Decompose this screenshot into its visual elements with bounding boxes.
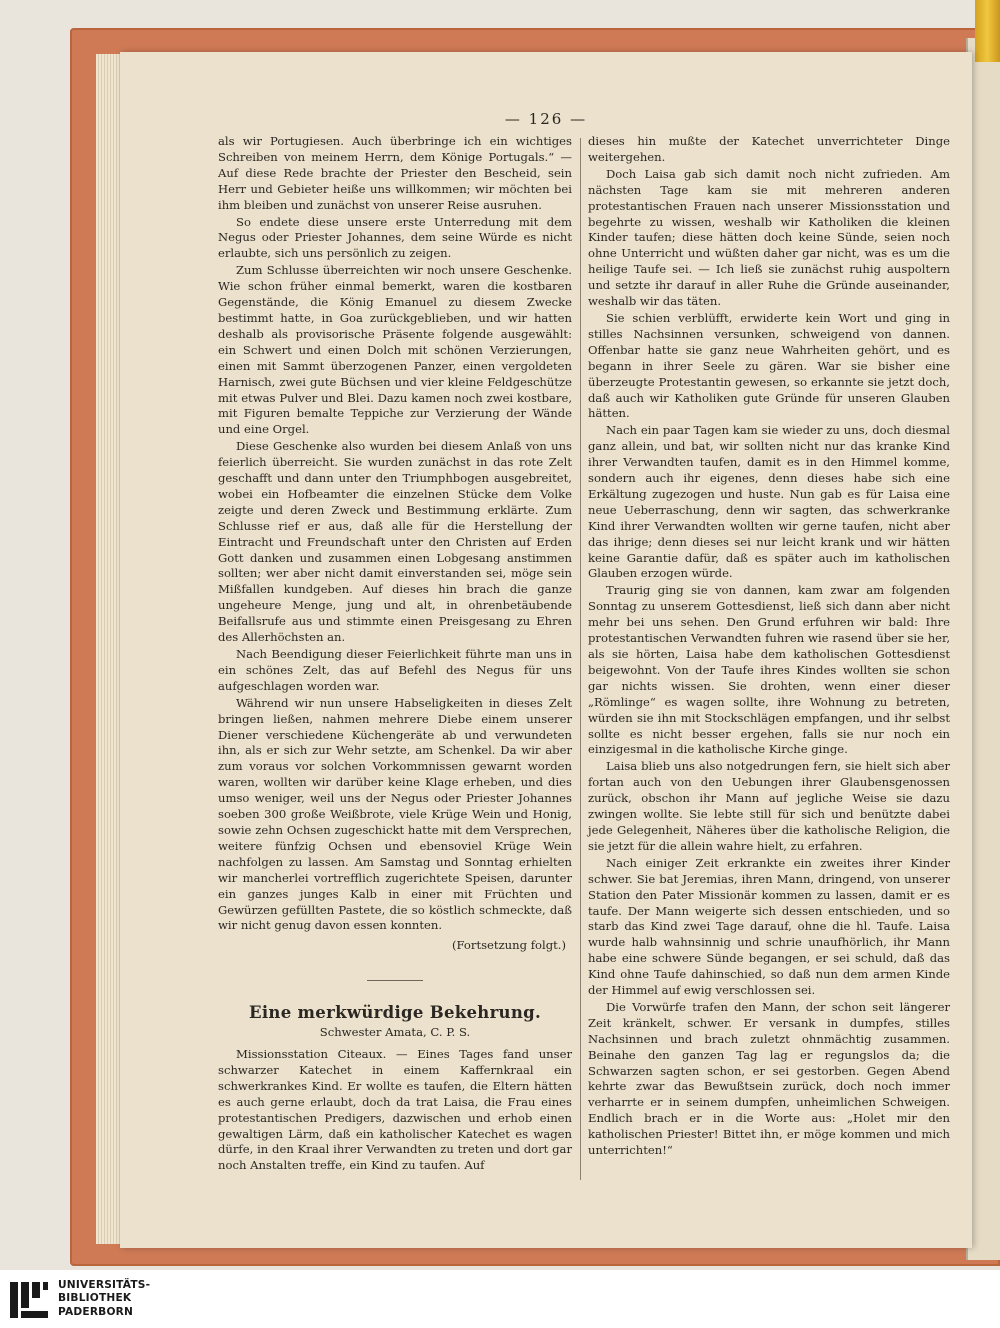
bookmark-ribbon [975, 0, 1000, 62]
logo-line: UNIVERSITÄTS- [58, 1279, 151, 1291]
article-author: Schwester Amata, C. P. S. [319, 1025, 471, 1040]
right-column [588, 134, 950, 1160]
left-paragraph: Nach Beendigung dieser Feierlichkeit führte man uns in ein schönes Zelt, das auf Befehl des Negus für uns aufgeschlagen worden war. [218, 647, 572, 693]
library-logo-text [58, 1279, 150, 1319]
article-title: Eine merkwürdige Bekehrung. [248, 1003, 542, 1023]
column-rule [580, 138, 581, 1180]
right-paragraph: dieses hin mußte der Katechet unverrichteter Dinge weitergehen. [588, 134, 950, 164]
right-paragraph: Laisa blieb uns also notgedrungen fern, sie hielt sich aber fortan auch von den Uebungen ihrer Glaubensgenossen zurück, obschon ihr Mann auf jegliche Weise sie dazu zwingen wollte. Sie lebte still für sich und benützte dabei jede Gelegenheit, Näheres über die katholische Religion, die sie jetzt für die allein wahre hielt, zu erfahren. [588, 759, 950, 853]
section-divider [367, 980, 423, 981]
page-number: — 126 — [504, 110, 588, 128]
library-logo [6, 1278, 196, 1322]
left-paragraph: Während wir nun unsere Habseligkeiten in dieses Zelt bringen ließen, nahmen mehrere Diebe einem unserer Diener verschiedene Küchengeräte ab und verwundeten ihn, als er sich zur Wehr setzte, am Schenkel. Da wir aber zum voraus vor solchen Vorkommnissen gewarnt worden waren, wollten wir darüber keine Klage erheben, und dies umso weniger, weil uns der Negus oder Priester Johannes soeben 300 große Weißbrote, viele Krüge Wein und Honig, sowie zehn Ochsen zugeschickt hatte mit dem Versprechen, weitere fünfzig Ochsen und ebensoviel Krüge Wein nachfolgen zu lassen. Am Samstag und Sonntag erhielten wir mancherlei vortrefflich zugerichtete Speisen, darunter ein ganzes junges Kalb in einer mit Früchten und Gewürzen gefüllten Pastete, die so köstlich schmeckte, daß wir nicht genug davon essen konnten. [218, 695, 572, 933]
logo-line: PADERBORN [58, 1305, 134, 1318]
right-paragraph: Doch Laisa gab sich damit noch nicht zufrieden. Am nächsten Tage kam sie mit mehreren anderen protestantischen Frauen nach unserer Missionsstation und begehrte zu wissen, weshalb wir Katholiken die kleinen Kinder taufen; diese hätten doch keine Sünde, seien noch ohne Unterricht und wüßten daher gar nicht, was es um die heilige Taufe sei. — Ich ließ sie zunächst ruhig auspoltern und setzte ihr darauf in aller Ruhe die Gründe auseinander, weshalb wir das täten. [588, 166, 950, 309]
book-page [120, 52, 972, 1248]
left-paragraph: Diese Geschenke also wurden bei diesem Anlaß von uns feierlich überreicht. Sie wurden zunächst in das rote Zelt geschafft und dann unter den Triumphbogen ausgebreitet, wobei ein Hofbeamter die einzelnen Stücke dem Volke zeigte und deren Zweck und Bestimmung erklärte. Zum Schlusse rief er aus, daß alle für die Herstellung der Eintracht und Freundschaft unter den Christen auf Erden Gott danken und zusammen einen Lobgesang anstimmen sollten; wer aber nicht damit einverstanden sei, möge sein Mißfallen kundgeben. Auf dieses hin brach die ganze ungeheure Menge, jung und alt, in ohrenbetäubende Beifallsrufe aus und stimmte einen Preisgesang zu Ehren des Allerhöchsten an. [218, 439, 572, 645]
article-paragraph: Missionsstation Citeaux. — Eines Tages fand unser schwarzer Katechet in einem Kaffernkraal ein schwerkrankes Kind. Er wollte es taufen, die Eltern hätten es auch gerne erlaubt, doch da trat Laisa, die Frau eines protestantischen Predigers, dazwischen und erhob einen gewaltigen Lärm, daß ein katholischer Katechet es wagen dürfe, in den Kraal ihrer Verwandten zu treten und dort gar noch Anstalten treffe, ein Kind zu taufen. Auf [218, 1047, 572, 1173]
logo-line: BIBLIOTHEK [58, 1292, 132, 1305]
right-paragraph: Nach ein paar Tagen kam sie wieder zu uns, doch diesmal ganz allein, und bat, wir sollten nicht nur das kranke Kind ihrer Verwandten taufen, damit es in den Himmel komme, sondern auch ihr eigenes, denn dieses habe sich eine Erkältung zugezogen und huste. Nun gab es für Laisa eine neue Ueberraschung, denn wir sagten, das schwerkranke Kind ihrer Verwandten wollten wir gerne taufen, nicht aber das ihrige; denn dieses sei nur leicht krank und wir hätten keine Garantie dafür, daß es später auch im katholischen Glauben erzogen würde. [588, 423, 950, 581]
library-logo-icon [6, 1278, 50, 1322]
left-column [218, 134, 572, 1175]
left-paragraph: als wir Portugiesen. Auch überbringe ich ein wichtiges Schreiben von meinem Herrn, dem Könige Portugals.“ — Auf diese Rede brachte der Priester den Bescheid, sein Herr und Gebieter heiße uns willkommen; wir möchten bei ihm bleiben und zunächst von unserer Reise ausruhen. [218, 134, 572, 212]
left-paragraph: Zum Schlusse überreichten wir noch unsere Geschenke. Wie schon früher einmal bemerkt, waren die kostbaren Gegenstände, die König Emanuel zu diesem Zwecke bestimmt hatte, in Goa zurückgeblieben, und wir hatten deshalb als provisorische Präsente folgende ausgewählt: ein Schwert und einen Dolch mit schönen Verzierungen, einen mit Sammt überzogenen Panzer, einen vergoldeten Harnisch, zwei gute Büchsen und vier kleine Feldgeschütze mit etwas Pulver und Blei. Dazu kamen noch zwei kostbare, mit Figuren bemalte Teppiche zur Verzierung der Wände und eine Orgel. [218, 263, 572, 437]
right-paragraph: Nach einiger Zeit erkrankte ein zweites ihrer Kinder schwer. Sie bat Jeremias, ihren Mann, dringend, von unserer Station den Pater Missionär kommen zu lassen, damit er es taufe. Der Mann weigerte sich dessen entschieden, und so starb das Kind zwei Tage darauf, ohne die hl. Taufe. Laisa wurde halb wahnsinnig und schrie unaufhörlich, ihr Mann habe eine schwere Sünde begangen, er sei schuld, daß das Kind ohne Taufe dahinschied, so daß nun dem armen Kinde der Himmel auf ewig verschlossen sei. [588, 855, 950, 998]
continuation-note: (Fortsetzung folgt.) [451, 938, 566, 953]
left-paragraph: So endete diese unsere erste Unterredung mit dem Negus oder Priester Johannes, dem seine Würde es nicht erlaubte, sich uns persönlich zu zeigen. [218, 214, 572, 261]
right-paragraph: Die Vorwürfe trafen den Mann, der schon seit längerer Zeit kränkelt, schwer. Er versank in dumpfes, stilles Nachsinnen und brach zuletzt ohnmächtig zusammen. Beinahe den ganzen Tag lag er regungslos da; die Schwarzen sagten schon, er sei gestorben. Gegen Abend kehrte zwar das Bewußtsein zurück, doch noch immer verharrte er in seinem dumpfen, unheimlichen Schweigen. Endlich brach er in die Worte aus: „Holet mir den katholischen Priester! Bittet ihn, er möge kommen und mich unterrichten!“ [588, 999, 950, 1158]
right-paragraph: Traurig ging sie von dannen, kam zwar am folgenden Sonntag zu unserem Gottesdienst, ließ sich dann aber nicht mehr bei uns sehen. Den Grund erfuhren wir bald: Ihre protestantischen Verwandten fuhren wie rasend über sie her, als sie hörten, Laisa habe dem katholischen Gottesdienst beigewohnt. Von der Taufe ihres Kindes wollten sie schon gar nichts wissen. Sie drohten, wenn einer dieser „Römlinge“ es wagen sollte, ihre Wohnung zu betreten, würden sie ihn mit Stockschlägen empfangen, und ihr selbst sollte es nicht besser ergehen, falls sie nur noch ein einzigesmal in die katholische Kirche ginge. [588, 583, 950, 757]
right-paragraph: Sie schien verblüfft, erwiderte kein Wort und ging in stilles Nachsinnen versunken, schweigend von dannen. Offenbar hatte sie ganz neue Wahrheiten gehört, und es begann in ihrer Seele zu gären. War sie bisher eine überzeugte Protestantin gewesen, so erkannte sie jetzt doch, daß auch wir Katholiken gute Gründe für unseren Glauben hätten. [588, 310, 950, 421]
